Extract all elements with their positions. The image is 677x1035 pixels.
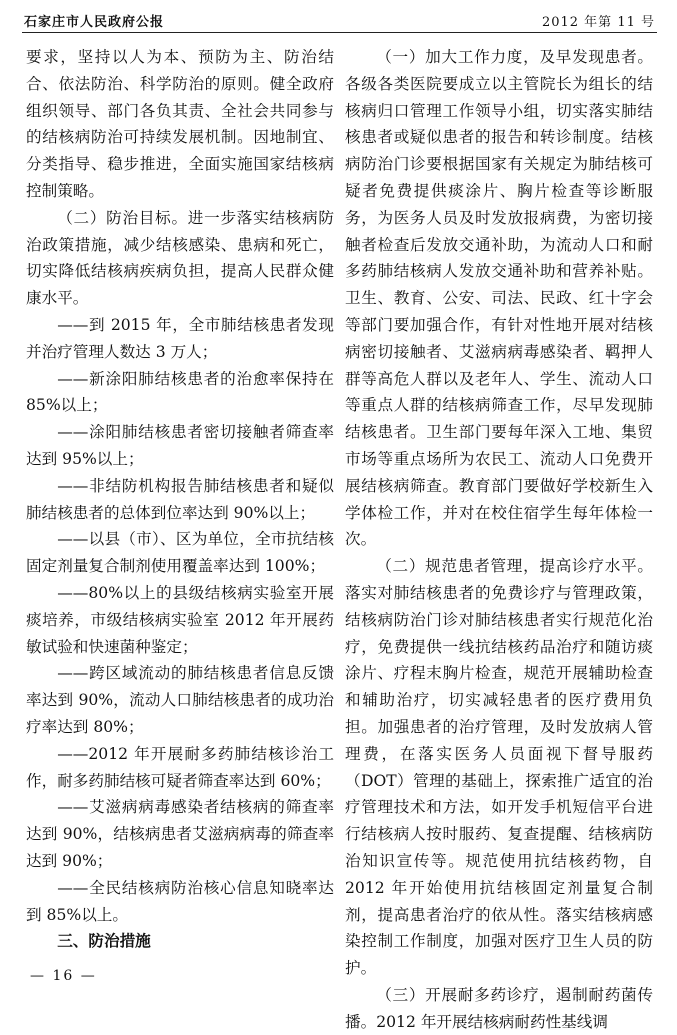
journal-title: 石家庄市人民政府公报 (24, 15, 165, 30)
paragraph: （二）防治目标。进一步落实结核病防治政策措施，减少结核感染、患病和死亡，切实降低结核病疾病负担，提高人民群众健康水平。 (26, 208, 334, 308)
target-item: ——以县（市）、区为单位，全市抗结核固定剂量复合制剂使用覆盖率达到 100%； (26, 530, 334, 576)
page-header (22, 8, 657, 33)
target-item: ——全民结核病防治核心信息知晓率达到 85%以上。 (26, 878, 334, 924)
paragraph: 要求，坚持以人为本、预防为主、防治结合、依法防治、科学防治的原则。健全政府组织领导、部门各负其责、全社会共同参与的结核病防治可持续发展机制。因地制宜、分类指导、稳步推进，全面实施国家结核病控制策略。 (26, 48, 334, 200)
target-item: ——到 2015 年，全市肺结核患者发现并治疗管理人数达 3 万人； (26, 315, 334, 361)
paragraph: （一）加大工作力度，及早发现患者。各级各类医院要成立以主管院长为组长的结核病归口管理工作领导小组，切实落实肺结核患者或疑似患者的报告和转诊制度。结核病防治门诊要根据国家有关规定为肺结核可疑者免费提供痰涂片、胸片检查等诊断服务，为医务人员及时发放报病费，为密切接触者检查后发放交通补助，为流动人口和耐多药肺结核病人发放交通补助和营养补贴。卫生、教育、公安、司法、民政、红十字会等部门要加强合作，有针对性地开展对结核病密切接触者、艾滋病病毒感染者、羁押人群等高危人群以及老年人、学生、流动人口等重点人群的结核病筛查工作，尽早发现肺结核患者。卫生部门要每年深入工地、集贸市场等重点场所为农民工、流动人口免费开展结核病筛查。教育部门要做好学校新生入学体检工作，并对在校住宿学生每年体检一次。 (345, 48, 653, 549)
target-item: ——涂阳肺结核患者密切接触者筛查率达到 95%以上； (26, 423, 334, 468)
target-item: ——新涂阳肺结核患者的治愈率保持在 85%以上； (26, 369, 334, 415)
page-number: — 16 — (30, 968, 97, 984)
target-item: ——艾滋病病毒感染者结核病的筛查率达到 90%，结核病患者艾滋病病毒的筛查率达到 90%； (26, 798, 334, 870)
paragraph: （二）规范患者管理，提高诊疗水平。落实对肺结核患者的免费诊疗与管理政策，结核病防治门诊对肺结核患者实行规范化治疗，免费提供一线抗结核药品治疗和随访痰涂片、疗程末胸片检查，规范开展辅助检查和辅助治疗，切实减轻患者的医疗费用负担。加强患者的治疗管理，及时发放病人管理费，在落实医务人员面视下督导服药（DOT）管理的基础上，探索推广适宜的治疗管理技术和方法，如开发手机短信平台进行结核病人按时服药、复查提醒、结核病防治知识宣传等。规范使用抗结核药物，自 2012 年开始使用抗结核固定剂量复合制剂，提高患者治疗的依从性。落实结核病感染控制工作制度，加强对医疗卫生人员的防护。 (345, 557, 653, 978)
section-heading: 三、防治措施 (57, 932, 151, 951)
target-item: ——非结防机构报告肺结核患者和疑似肺结核患者的总体到位率达到 90%以上； (26, 476, 334, 522)
left-column (26, 44, 334, 955)
issue-number: 2012 年第 11 号 (541, 15, 655, 30)
target-item: ——2012 年开展耐多药肺结核诊治工作，耐多药肺结核可疑者筛查率达到 60%； (26, 744, 334, 790)
right-column (345, 44, 653, 1035)
target-item: ——跨区域流动的肺结核患者信息反馈率达到 90%，流动人口肺结核患者的成功治疗率达到 80%； (26, 664, 334, 736)
target-item: ——80%以上的县级结核病实验室开展痰培养，市级结核病实验室 2012 年开展药敏试验和快速菌种鉴定； (26, 583, 334, 656)
paragraph: （三）开展耐多药诊疗，遏制耐药菌传播。2012 年开展结核病耐药性基线调 (345, 985, 653, 1031)
